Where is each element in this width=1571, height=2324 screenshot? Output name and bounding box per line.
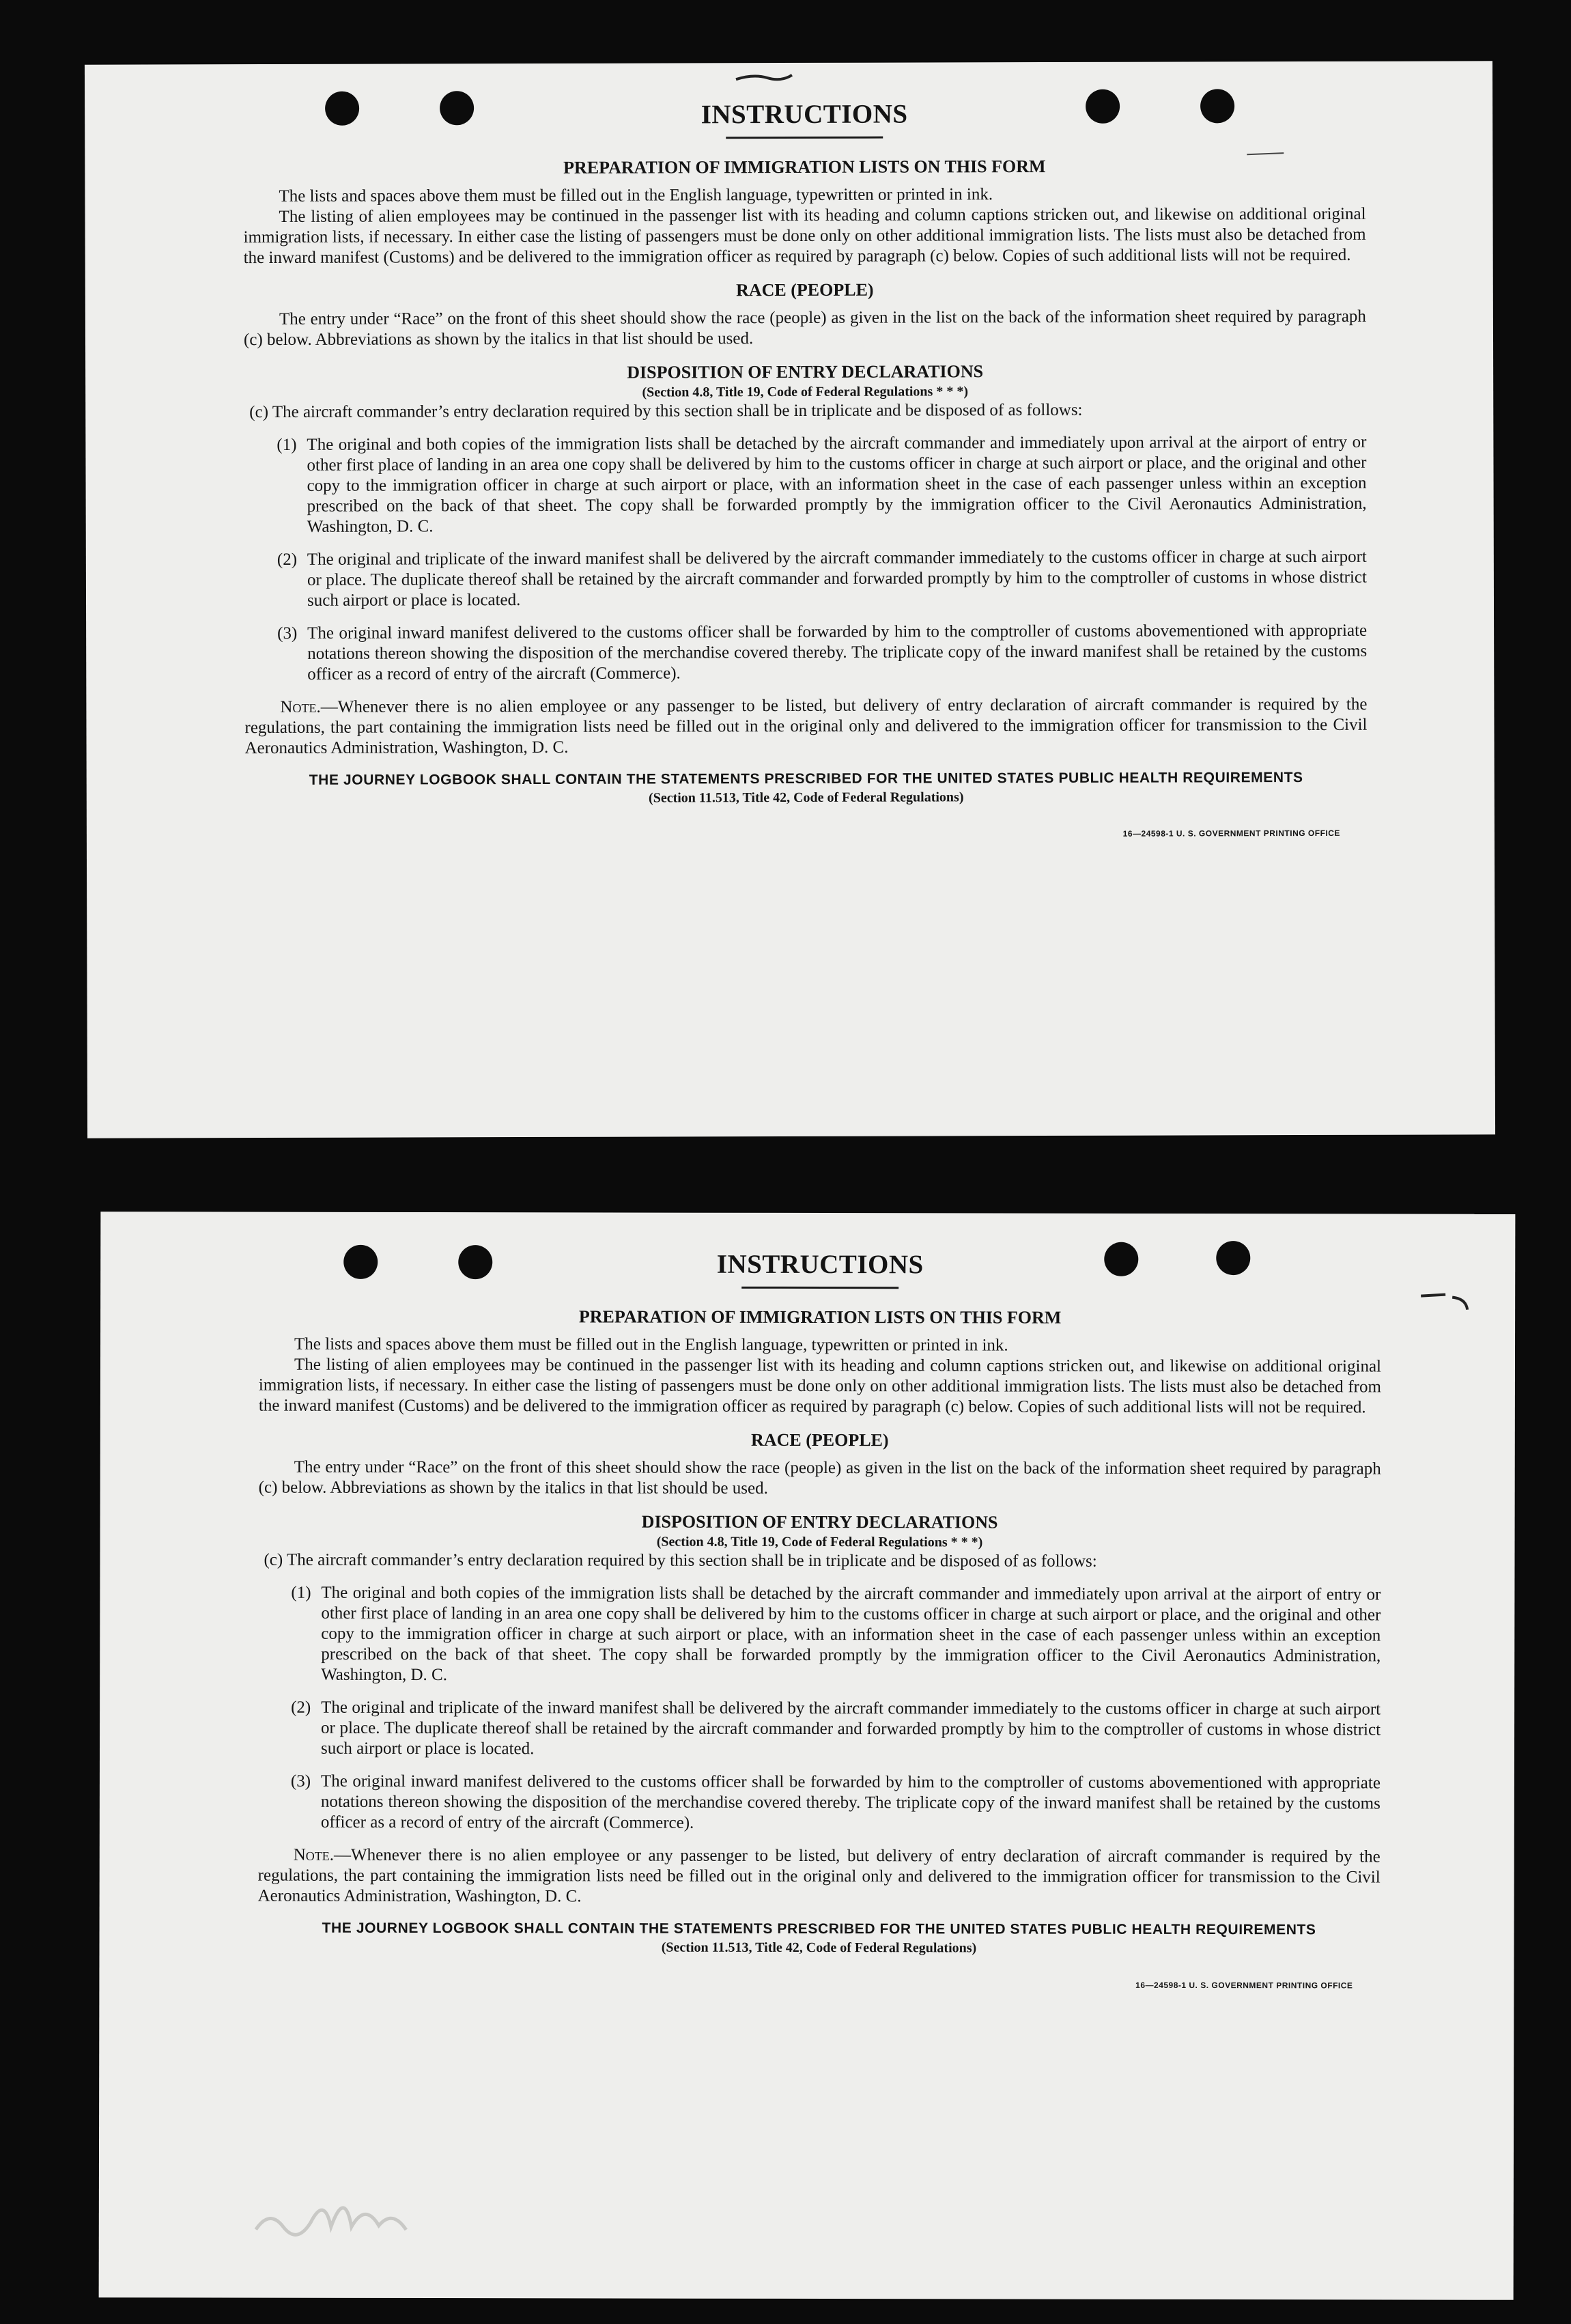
preparation-paragraph-2: The listing of alien employees may be continued in the passenger list with its heading and column captions stricken out, and likewise on additional original immigration lists, if necessary. In either case the listing of passengers must be done only on other additional immigration lists. The lists must also be detached from the inward manifest (Customs) and be delivered to the immigration officer as required by paragraph (c) below. Copies of such additional lists will not be required. — [258, 1355, 1382, 1417]
instructions-content — [243, 97, 1368, 846]
preparation-paragraph-1: The lists and spaces above them must be filled out in the English language, typewritten or printed in ink. — [294, 1334, 1008, 1355]
item-text: The original inward manifest delivered to the customs officer shall be forwarded by him to the comptroller of customs abovementioned with appropriate notations thereon showing the disposition of the merchandise covered thereby. The triplicate copy of the inward manifest shall be retained by the customs officer as a record of entry of the aircraft (Commerce). — [320, 1772, 1381, 1832]
health-requirements-line: THE JOURNEY LOGBOOK SHALL CONTAIN THE STATEMENTS PRESCRIBED FOR THE UNITED STATES PUBLIC HEALTH REQUIREMENTS — [322, 1920, 1316, 1938]
pen-mark — [1418, 1289, 1473, 1317]
note-paragraph — [258, 1845, 1381, 1909]
preparation-paragraph-2: The listing of alien employees may be continued in the passenger list with its heading and column captions stricken out, and likewise on additional original immigration lists, if necessary. In either case the listing of passengers must be done only on other additional immigration lists. The lists must also be detached from the inward manifest (Customs) and be delivered to the immigration officer as required by paragraph (c) below. Copies of such additional lists will not be required. — [243, 204, 1366, 268]
race-heading: RACE (PEOPLE) — [736, 279, 874, 300]
item-number: (1) — [291, 1583, 311, 1602]
preparation-heading: PREPARATION OF IMMIGRATION LISTS ON THIS FORM — [563, 156, 1046, 178]
note-text: —Whenever there is no alien employee or any passenger to be listed, but delivery of entry declaration of aircraft commander is required by the regulations, the part containing the immigration lists need be filled out in the original only and delivered to the immigration officer for transmission to the Civil Aeronautics Administration, Washington, D. C. — [257, 1845, 1381, 1906]
item-text: The original and both copies of the immigration lists shall be detached by the aircraft commander and immediately upon arrival at the airport of entry or other first place of landing in an area one copy shall be delivered by him to the customs officer in charge at such airport or place, and the original and other copy to the immigration officer in charge at such airport or place, with an information sheet in the case of each passenger unless within an exception prescribed on the back of that sheet. The copy shall be forwarded promptly by the immigration officer to the Civil Aeronautics Administration, Washington, D. C. — [307, 432, 1367, 536]
preparation-heading: PREPARATION OF IMMIGRATION LISTS ON THIS FORM — [578, 1306, 1062, 1328]
note-text: —Whenever there is no alien employee or any passenger to be listed, but delivery of entry declaration of aircraft commander is required by the regulations, the part containing the immigration lists need be filled out in the original only and delivered to the immigration officer for transmission to the Civil Aeronautics Administration, Washington, D. C. — [244, 695, 1368, 758]
disposition-paragraph-c: (c) The aircraft commander’s entry declaration required by this section shall be in triplicate and be disposed of as follows: — [264, 1550, 1097, 1571]
note-paragraph — [244, 695, 1367, 759]
printing-office-imprint: 16—24598-1 U. S. GOVERNMENT PRINTING OFFICE — [1135, 1980, 1353, 1991]
instruction-sheet-bottom — [99, 1212, 1516, 2300]
instruction-sheet-top — [85, 61, 1495, 1138]
list-item — [291, 1772, 1381, 1835]
race-paragraph: The entry under “Race” on the front of this sheet should show the race (people) as given in the list on the back of the information sheet required by paragraph (c) below. Abbreviations as shown by the italics in that list should be used. — [258, 1457, 1381, 1498]
disposition-reference: (Section 4.8, Title 19, Code of Federal Regulations * * *) — [656, 1534, 983, 1550]
item-text: The original and both copies of the immigration lists shall be detached by the aircraft commander and immediately upon arrival at the airport of entry or other first place of landing in an area one copy shall be delivered by him to the customs officer in charge at such airport or place, and the original and other copy to the immigration officer in charge at such airport or place, with an information sheet in the case of each passenger unless within an exception prescribed on the back of that sheet. The copy shall be forwarded promptly by the immigration officer to the Civil Aeronautics Administration, Washington, D. C. — [321, 1583, 1381, 1685]
list-item — [277, 432, 1366, 537]
item-number: (1) — [277, 435, 297, 454]
health-requirements-reference: (Section 11.513, Title 42, Code of Federal Regulations) — [661, 1940, 977, 1956]
faint-signature — [249, 2182, 427, 2243]
disposition-paragraph-c: (c) The aircraft commander’s entry declaration required by this section shall be in triplicate and be disposed of as follows: — [249, 400, 1083, 422]
health-requirements-reference: (Section 11.513, Title 42, Code of Federal Regulations) — [648, 789, 964, 806]
list-item — [291, 1583, 1381, 1688]
health-requirements-line: THE JOURNEY LOGBOOK SHALL CONTAIN THE STATEMENTS PRESCRIBED FOR THE UNITED STATES PUBLIC HEALTH REQUIREMENTS — [309, 770, 1303, 788]
item-text: The original and triplicate of the inward manifest shall be delivered by the aircraft commander immediately to the customs officer in charge at such airport or place. The duplicate thereof shall be retained by the aircraft commander and forwarded promptly by him to the comptroller of customs in whose district such airport or place is located. — [307, 547, 1367, 610]
item-number: (3) — [277, 624, 298, 643]
item-text: The original and triplicate of the inward manifest shall be delivered by the aircraft commander immediately to the customs officer in charge at such airport or place. The duplicate thereof shall be retained by the aircraft commander and forwarded promptly by him to the comptroller of customs in whose district such airport or place is located. — [320, 1698, 1381, 1759]
page-title: INSTRUCTIONS — [700, 99, 908, 130]
instructions-content — [257, 1248, 1381, 1996]
item-number: (3) — [290, 1772, 311, 1791]
page-title: INSTRUCTIONS — [716, 1249, 924, 1280]
disposition-heading: DISPOSITION OF ENTRY DECLARATIONS — [641, 1511, 998, 1532]
printing-office-imprint: 16—24598-1 U. S. GOVERNMENT PRINTING OFFICE — [1122, 828, 1340, 839]
preparation-paragraph-1: The lists and spaces above them must be filled out in the English language, typewritten or printed in ink. — [279, 185, 993, 206]
item-number: (2) — [291, 1698, 311, 1717]
list-item — [277, 621, 1367, 685]
item-text: The original inward manifest delivered to the customs officer shall be forwarded by him to the comptroller of customs abovementioned with appropriate notations thereon showing the disposition of the merchandise covered thereby. The triplicate copy of the inward manifest shall be retained by the customs officer as a record of entry of the aircraft (Commerce). — [307, 621, 1368, 684]
race-heading: RACE (PEOPLE) — [751, 1429, 889, 1451]
race-paragraph: The entry under “Race” on the front of this sheet should show the race (people) as given in the list on the back of the information sheet required by paragraph (c) below. Abbreviations as shown by the italics in that list should be used. — [243, 307, 1366, 350]
note-label: Note. — [293, 1845, 335, 1864]
pen-mark — [733, 70, 795, 83]
item-number: (2) — [277, 550, 298, 569]
note-label: Note. — [280, 697, 321, 716]
list-item — [277, 547, 1367, 611]
disposition-reference: (Section 4.8, Title 19, Code of Federal Regulations * * *) — [642, 384, 969, 400]
list-item — [291, 1698, 1381, 1761]
disposition-heading: DISPOSITION OF ENTRY DECLARATIONS — [627, 361, 984, 382]
